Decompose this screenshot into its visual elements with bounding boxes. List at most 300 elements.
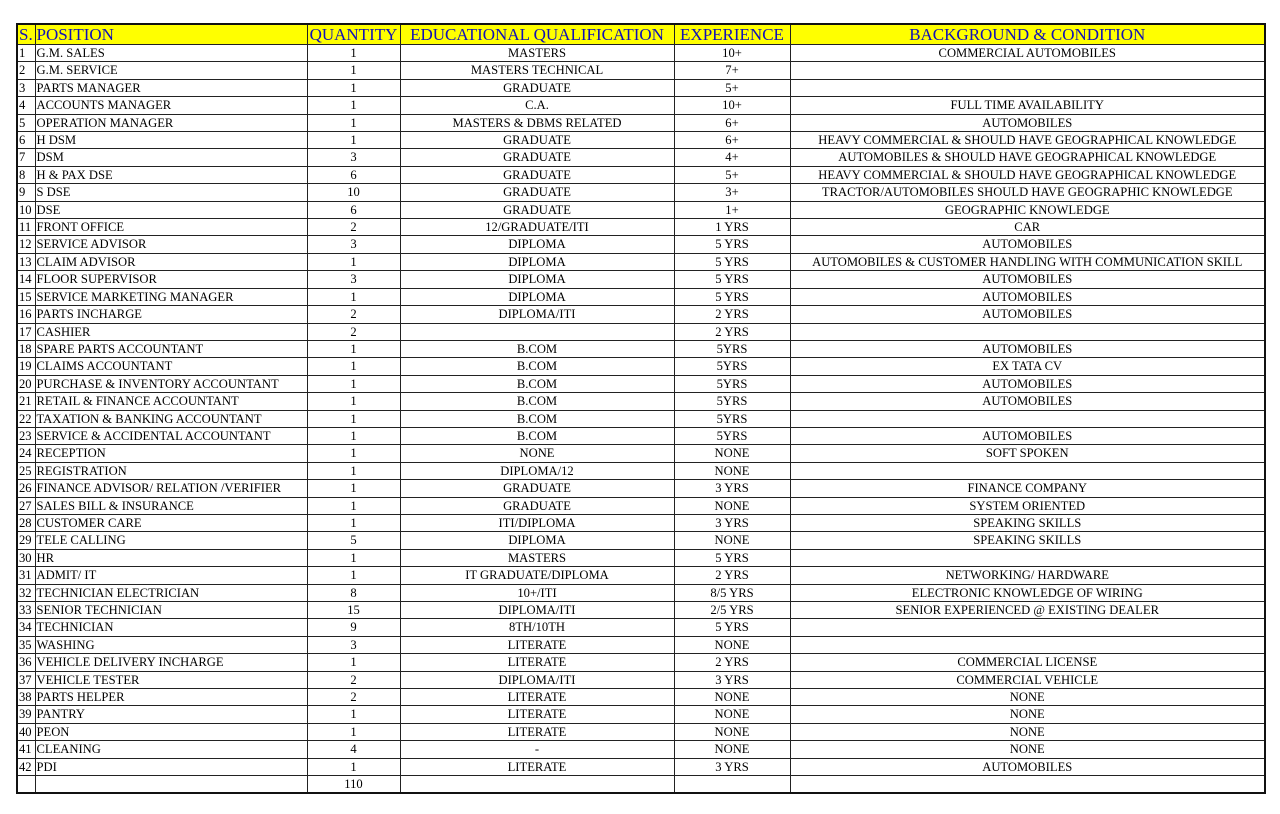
qualification-cell: B.COM: [400, 410, 674, 427]
table-row: [17, 219, 1265, 236]
serial-cell: 8: [17, 166, 35, 183]
quantity-cell: 4: [307, 741, 400, 758]
table-row: [17, 201, 1265, 218]
qualification-cell: DIPLOMA/ITI: [400, 602, 674, 619]
serial-cell: 17: [17, 323, 35, 340]
position-cell: ACCOUNTS MANAGER: [35, 97, 307, 114]
qualification-cell: DIPLOMA: [400, 271, 674, 288]
qualification-cell: DIPLOMA/ITI: [400, 306, 674, 323]
qualification-cell: GRADUATE: [400, 79, 674, 96]
table-row: [17, 636, 1265, 653]
experience-cell: 3 YRS: [674, 758, 790, 775]
serial-cell: 29: [17, 532, 35, 549]
quantity-cell: 9: [307, 619, 400, 636]
position-cell: DSM: [35, 149, 307, 166]
qualification-cell: B.COM: [400, 340, 674, 357]
position-cell: TECHNICIAN ELECTRICIAN: [35, 584, 307, 601]
background-cell: AUTOMOBILES & SHOULD HAVE GEOGRAPHICAL KNOWLEDGE: [790, 149, 1265, 166]
serial-cell: 36: [17, 654, 35, 671]
experience-cell: NONE: [674, 706, 790, 723]
serial-cell: 21: [17, 393, 35, 410]
experience-cell: 8/5 YRS: [674, 584, 790, 601]
quantity-cell: 1: [307, 132, 400, 149]
quantity-cell: 1: [307, 462, 400, 479]
empty-cell: [17, 776, 35, 794]
background-cell: AUTOMOBILES: [790, 271, 1265, 288]
experience-cell: 5YRS: [674, 375, 790, 392]
background-cell: AUTOMOBILES: [790, 758, 1265, 775]
qualification-cell: LITERATE: [400, 758, 674, 775]
qualification-cell: LITERATE: [400, 636, 674, 653]
empty-cell: [674, 776, 790, 794]
serial-cell: 31: [17, 567, 35, 584]
background-cell: [790, 79, 1265, 96]
qualification-cell: LITERATE: [400, 723, 674, 740]
quantity-cell: 1: [307, 758, 400, 775]
serial-cell: 1: [17, 45, 35, 62]
serial-cell: 27: [17, 497, 35, 514]
background-cell: AUTOMOBILES: [790, 288, 1265, 305]
quantity-cell: 1: [307, 514, 400, 531]
table-row: [17, 480, 1265, 497]
position-cell: FLOOR SUPERVISOR: [35, 271, 307, 288]
header-quantity: QUANTITY: [307, 24, 400, 45]
position-cell: REGISTRATION: [35, 462, 307, 479]
experience-cell: 5 YRS: [674, 288, 790, 305]
experience-cell: 1 YRS: [674, 219, 790, 236]
qualification-cell: GRADUATE: [400, 132, 674, 149]
background-cell: AUTOMOBILES: [790, 375, 1265, 392]
quantity-cell: 3: [307, 149, 400, 166]
qualification-cell: B.COM: [400, 375, 674, 392]
table-row: [17, 706, 1265, 723]
empty-cell: [400, 776, 674, 794]
qualification-cell: B.COM: [400, 358, 674, 375]
experience-cell: 5+: [674, 166, 790, 183]
quantity-cell: 15: [307, 602, 400, 619]
serial-cell: 38: [17, 689, 35, 706]
background-cell: [790, 549, 1265, 566]
table-row: [17, 253, 1265, 270]
background-cell: FINANCE COMPANY: [790, 480, 1265, 497]
background-cell: SOFT SPOKEN: [790, 445, 1265, 462]
table-row: [17, 149, 1265, 166]
qualification-cell: GRADUATE: [400, 184, 674, 201]
serial-cell: 4: [17, 97, 35, 114]
qualification-cell: DIPLOMA: [400, 236, 674, 253]
table-row: [17, 602, 1265, 619]
position-cell: SERVICE & ACCIDENTAL ACCOUNTANT: [35, 427, 307, 444]
experience-cell: 5 YRS: [674, 619, 790, 636]
position-cell: HR: [35, 549, 307, 566]
experience-cell: 5YRS: [674, 340, 790, 357]
experience-cell: 5 YRS: [674, 271, 790, 288]
position-cell: CUSTOMER CARE: [35, 514, 307, 531]
quantity-cell: 1: [307, 567, 400, 584]
qualification-cell: MASTERS TECHNICAL: [400, 62, 674, 79]
experience-cell: NONE: [674, 689, 790, 706]
experience-cell: 10+: [674, 45, 790, 62]
experience-cell: 5+: [674, 79, 790, 96]
quantity-cell: 1: [307, 654, 400, 671]
serial-cell: 32: [17, 584, 35, 601]
background-cell: [790, 410, 1265, 427]
quantity-cell: 8: [307, 584, 400, 601]
serial-cell: 37: [17, 671, 35, 688]
serial-cell: 13: [17, 253, 35, 270]
serial-cell: 7: [17, 149, 35, 166]
qualification-cell: GRADUATE: [400, 497, 674, 514]
qualification-cell: MASTERS: [400, 45, 674, 62]
background-cell: NONE: [790, 723, 1265, 740]
table-row: [17, 462, 1265, 479]
serial-cell: 39: [17, 706, 35, 723]
serial-cell: 42: [17, 758, 35, 775]
position-cell: TAXATION & BANKING ACCOUNTANT: [35, 410, 307, 427]
experience-cell: NONE: [674, 532, 790, 549]
serial-cell: 24: [17, 445, 35, 462]
position-cell: ADMIT/ IT: [35, 567, 307, 584]
experience-cell: 2 YRS: [674, 323, 790, 340]
background-cell: SYSTEM ORIENTED: [790, 497, 1265, 514]
table-row: [17, 236, 1265, 253]
qualification-cell: 10+/ITI: [400, 584, 674, 601]
position-cell: SPARE PARTS ACCOUNTANT: [35, 340, 307, 357]
serial-cell: 35: [17, 636, 35, 653]
position-cell: PARTS MANAGER: [35, 79, 307, 96]
qualification-cell: GRADUATE: [400, 201, 674, 218]
position-cell: RECEPTION: [35, 445, 307, 462]
qualification-cell: DIPLOMA: [400, 532, 674, 549]
experience-cell: 10+: [674, 97, 790, 114]
serial-cell: 30: [17, 549, 35, 566]
position-cell: VEHICLE TESTER: [35, 671, 307, 688]
table-row: [17, 689, 1265, 706]
background-cell: HEAVY COMMERCIAL & SHOULD HAVE GEOGRAPHICAL KNOWLEDGE: [790, 132, 1265, 149]
position-cell: PARTS INCHARGE: [35, 306, 307, 323]
serial-cell: 10: [17, 201, 35, 218]
header-position: POSITION: [35, 24, 307, 45]
quantity-cell: 1: [307, 549, 400, 566]
background-cell: AUTOMOBILES: [790, 114, 1265, 131]
serial-cell: 26: [17, 480, 35, 497]
table-row: [17, 427, 1265, 444]
table-row: [17, 567, 1265, 584]
background-cell: AUTOMOBILES: [790, 236, 1265, 253]
background-cell: AUTOMOBILES: [790, 340, 1265, 357]
serial-cell: 28: [17, 514, 35, 531]
serial-cell: 20: [17, 375, 35, 392]
table-row: [17, 532, 1265, 549]
quantity-cell: 1: [307, 410, 400, 427]
experience-cell: NONE: [674, 723, 790, 740]
serial-cell: 22: [17, 410, 35, 427]
table-row: [17, 271, 1265, 288]
table-row: [17, 584, 1265, 601]
quantity-cell: 1: [307, 480, 400, 497]
serial-cell: 11: [17, 219, 35, 236]
qualification-cell: C.A.: [400, 97, 674, 114]
background-cell: GEOGRAPHIC KNOWLEDGE: [790, 201, 1265, 218]
experience-cell: 3 YRS: [674, 671, 790, 688]
qualification-cell: LITERATE: [400, 654, 674, 671]
background-cell: AUTOMOBILES & CUSTOMER HANDLING WITH COMMUNICATION SKILL: [790, 253, 1265, 270]
serial-cell: 41: [17, 741, 35, 758]
serial-cell: 19: [17, 358, 35, 375]
qualification-cell: B.COM: [400, 393, 674, 410]
position-cell: G.M. SERVICE: [35, 62, 307, 79]
position-cell: RETAIL & FINANCE ACCOUNTANT: [35, 393, 307, 410]
position-cell: H DSM: [35, 132, 307, 149]
serial-cell: 6: [17, 132, 35, 149]
quantity-cell: 10: [307, 184, 400, 201]
table-row: [17, 671, 1265, 688]
quantity-cell: 3: [307, 271, 400, 288]
table-row: [17, 741, 1265, 758]
position-cell: FINANCE ADVISOR/ RELATION /VERIFIER: [35, 480, 307, 497]
quantity-cell: 5: [307, 532, 400, 549]
table-row: [17, 497, 1265, 514]
experience-cell: 5 YRS: [674, 236, 790, 253]
quantity-cell: 1: [307, 62, 400, 79]
background-cell: HEAVY COMMERCIAL & SHOULD HAVE GEOGRAPHICAL KNOWLEDGE: [790, 166, 1265, 183]
background-cell: COMMERCIAL VEHICLE: [790, 671, 1265, 688]
background-cell: AUTOMOBILES: [790, 306, 1265, 323]
qualification-cell: DIPLOMA: [400, 253, 674, 270]
serial-cell: 9: [17, 184, 35, 201]
serial-cell: 34: [17, 619, 35, 636]
serial-cell: 18: [17, 340, 35, 357]
qualification-cell: GRADUATE: [400, 149, 674, 166]
table-row: [17, 132, 1265, 149]
table-row: [17, 288, 1265, 305]
background-cell: [790, 636, 1265, 653]
experience-cell: 5YRS: [674, 358, 790, 375]
quantity-cell: 1: [307, 253, 400, 270]
serial-cell: 12: [17, 236, 35, 253]
serial-cell: 23: [17, 427, 35, 444]
qualification-cell: LITERATE: [400, 689, 674, 706]
background-cell: FULL TIME AVAILABILITY: [790, 97, 1265, 114]
qualification-cell: DIPLOMA/ITI: [400, 671, 674, 688]
experience-cell: NONE: [674, 497, 790, 514]
experience-cell: 2 YRS: [674, 306, 790, 323]
qualification-cell: LITERATE: [400, 706, 674, 723]
qualification-cell: IT GRADUATE/DIPLOMA: [400, 567, 674, 584]
background-cell: SPEAKING SKILLS: [790, 514, 1265, 531]
experience-cell: 6+: [674, 114, 790, 131]
qualification-cell: MASTERS & DBMS RELATED: [400, 114, 674, 131]
background-cell: EX TATA CV: [790, 358, 1265, 375]
position-cell: SENIOR TECHNICIAN: [35, 602, 307, 619]
experience-cell: 5YRS: [674, 393, 790, 410]
experience-cell: NONE: [674, 741, 790, 758]
qualification-cell: MASTERS: [400, 549, 674, 566]
position-cell: SERVICE MARKETING MANAGER: [35, 288, 307, 305]
table-row: [17, 184, 1265, 201]
experience-cell: 2 YRS: [674, 567, 790, 584]
quantity-cell: 1: [307, 114, 400, 131]
background-cell: COMMERCIAL AUTOMOBILES: [790, 45, 1265, 62]
serial-cell: 40: [17, 723, 35, 740]
qualification-cell: NONE: [400, 445, 674, 462]
quantity-cell: 3: [307, 236, 400, 253]
positions-table: [16, 23, 1266, 794]
background-cell: NETWORKING/ HARDWARE: [790, 567, 1265, 584]
background-cell: AUTOMOBILES: [790, 427, 1265, 444]
quantity-cell: 1: [307, 79, 400, 96]
background-cell: NONE: [790, 689, 1265, 706]
quantity-cell: 1: [307, 723, 400, 740]
table-row: [17, 445, 1265, 462]
position-cell: PURCHASE & INVENTORY ACCOUNTANT: [35, 375, 307, 392]
qualification-cell: DIPLOMA: [400, 288, 674, 305]
position-cell: G.M. SALES: [35, 45, 307, 62]
qualification-cell: 8TH/10TH: [400, 619, 674, 636]
background-cell: ELECTRONIC KNOWLEDGE OF WIRING: [790, 584, 1265, 601]
serial-cell: 2: [17, 62, 35, 79]
position-cell: CLAIMS ACCOUNTANT: [35, 358, 307, 375]
table-row: [17, 723, 1265, 740]
experience-cell: NONE: [674, 445, 790, 462]
table-row: [17, 410, 1265, 427]
background-cell: [790, 62, 1265, 79]
header-background: BACKGROUND & CONDITION: [790, 24, 1265, 45]
position-cell: TELE CALLING: [35, 532, 307, 549]
header-serial: S.: [17, 24, 35, 45]
background-cell: [790, 323, 1265, 340]
table-row: [17, 79, 1265, 96]
table-row: [17, 114, 1265, 131]
experience-cell: 2/5 YRS: [674, 602, 790, 619]
experience-cell: 3+: [674, 184, 790, 201]
header-experience: EXPERIENCE: [674, 24, 790, 45]
quantity-cell: 1: [307, 97, 400, 114]
table-row: [17, 654, 1265, 671]
table-row: [17, 323, 1265, 340]
table-row: [17, 549, 1265, 566]
position-cell: SALES BILL & INSURANCE: [35, 497, 307, 514]
position-cell: TECHNICIAN: [35, 619, 307, 636]
quantity-cell: 1: [307, 427, 400, 444]
total-quantity: 110: [307, 776, 400, 794]
empty-cell: [790, 776, 1265, 794]
qualification-cell: B.COM: [400, 427, 674, 444]
experience-cell: 3 YRS: [674, 480, 790, 497]
quantity-cell: 2: [307, 219, 400, 236]
quantity-cell: 1: [307, 375, 400, 392]
quantity-cell: 3: [307, 636, 400, 653]
table-row: [17, 306, 1265, 323]
serial-cell: 14: [17, 271, 35, 288]
quantity-cell: 1: [307, 45, 400, 62]
background-cell: NONE: [790, 741, 1265, 758]
quantity-cell: 1: [307, 706, 400, 723]
quantity-cell: 6: [307, 166, 400, 183]
position-cell: OPERATION MANAGER: [35, 114, 307, 131]
qualification-cell: GRADUATE: [400, 480, 674, 497]
background-cell: [790, 462, 1265, 479]
qualification-cell: ITI/DIPLOMA: [400, 514, 674, 531]
serial-cell: 15: [17, 288, 35, 305]
qualification-cell: GRADUATE: [400, 166, 674, 183]
header-row: [17, 24, 1265, 45]
experience-cell: 5YRS: [674, 427, 790, 444]
serial-cell: 25: [17, 462, 35, 479]
table-body: [17, 45, 1265, 794]
qualification-cell: 12/GRADUATE/ITI: [400, 219, 674, 236]
position-cell: CLEANING: [35, 741, 307, 758]
position-cell: VEHICLE DELIVERY INCHARGE: [35, 654, 307, 671]
table-row: [17, 358, 1265, 375]
quantity-cell: 1: [307, 358, 400, 375]
serial-cell: 5: [17, 114, 35, 131]
qualification-cell: DIPLOMA/12: [400, 462, 674, 479]
serial-cell: 33: [17, 602, 35, 619]
serial-cell: 16: [17, 306, 35, 323]
table-row: [17, 340, 1265, 357]
experience-cell: 1+: [674, 201, 790, 218]
background-cell: TRACTOR/AUTOMOBILES SHOULD HAVE GEOGRAPHIC KNOWLEDGE: [790, 184, 1265, 201]
experience-cell: 7+: [674, 62, 790, 79]
position-cell: FRONT OFFICE: [35, 219, 307, 236]
experience-cell: 5 YRS: [674, 253, 790, 270]
position-cell: S DSE: [35, 184, 307, 201]
position-cell: SERVICE ADVISOR: [35, 236, 307, 253]
position-cell: CLAIM ADVISOR: [35, 253, 307, 270]
quantity-cell: 1: [307, 288, 400, 305]
total-row: [17, 776, 1265, 794]
position-cell: PANTRY: [35, 706, 307, 723]
quantity-cell: 2: [307, 323, 400, 340]
quantity-cell: 2: [307, 689, 400, 706]
table-row: [17, 166, 1265, 183]
background-cell: CAR: [790, 219, 1265, 236]
position-cell: PDI: [35, 758, 307, 775]
background-cell: COMMERCIAL LICENSE: [790, 654, 1265, 671]
quantity-cell: 1: [307, 340, 400, 357]
background-cell: [790, 619, 1265, 636]
background-cell: SPEAKING SKILLS: [790, 532, 1265, 549]
table-row: [17, 758, 1265, 775]
background-cell: AUTOMOBILES: [790, 393, 1265, 410]
quantity-cell: 2: [307, 306, 400, 323]
position-cell: PARTS HELPER: [35, 689, 307, 706]
position-cell: PEON: [35, 723, 307, 740]
experience-cell: NONE: [674, 636, 790, 653]
table-row: [17, 97, 1265, 114]
position-cell: H & PAX DSE: [35, 166, 307, 183]
table-row: [17, 514, 1265, 531]
experience-cell: 3 YRS: [674, 514, 790, 531]
experience-cell: 2 YRS: [674, 654, 790, 671]
experience-cell: 5 YRS: [674, 549, 790, 566]
table-row: [17, 45, 1265, 62]
quantity-cell: 6: [307, 201, 400, 218]
table-row: [17, 619, 1265, 636]
empty-cell: [35, 776, 307, 794]
experience-cell: 5YRS: [674, 410, 790, 427]
background-cell: SENIOR EXPERIENCED @ EXISTING DEALER: [790, 602, 1265, 619]
position-cell: WASHING: [35, 636, 307, 653]
quantity-cell: 1: [307, 497, 400, 514]
qualification-cell: -: [400, 741, 674, 758]
experience-cell: 6+: [674, 132, 790, 149]
qualification-cell: [400, 323, 674, 340]
background-cell: NONE: [790, 706, 1265, 723]
quantity-cell: 1: [307, 445, 400, 462]
serial-cell: 3: [17, 79, 35, 96]
